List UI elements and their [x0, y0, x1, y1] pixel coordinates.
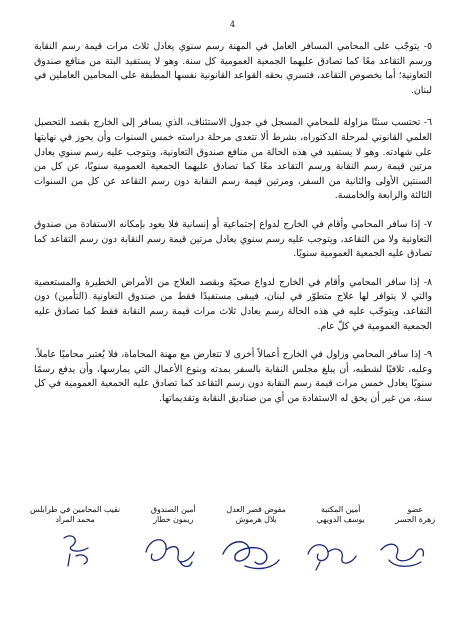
- signatory-name: ريمون خطار: [153, 515, 194, 524]
- signatory-title: أمين المكتبة: [320, 505, 361, 514]
- signatory-title: نقيب المحامين في طرابلس: [30, 505, 121, 514]
- signatory-member: [395, 505, 435, 525]
- signatory-title: عضو: [407, 505, 423, 514]
- signatory-bar-president: [30, 505, 120, 525]
- signature-court-commissioner: [215, 530, 285, 574]
- signatory-name: زهرة الجسر: [395, 515, 435, 524]
- signature-member: [375, 532, 429, 572]
- signatory-title: أمين الصندوق: [150, 505, 196, 514]
- signatory-name: بلال هرموش: [235, 515, 277, 524]
- signatory-treasurer: [151, 505, 196, 525]
- page-number: 4: [229, 20, 236, 29]
- signatory-librarian: [317, 505, 365, 525]
- paragraph-5: ٥- يتوجّب على المحامي المسافر العامل في المهنة رسم سنوي يعادل ثلاث مرات قيمة رسم النقابة ورسم التقاعد معًا كما تصادق عليهما الجمعية العمومية كل سنة. وهو لا يستفيد البتة من منافع صندوق التعاونية؛ أما بخصوص التقاعد، فتسري بحقه القواعد القانونية نفسها المطبقة على المحامين العاملين في لبنان.: [34, 41, 432, 96]
- signature-president: [58, 530, 106, 570]
- paragraph-6: ٦- تحتسب سنتًا مزاولة للمحامي المسجل في جدول الاستئناف، الذي يسافر إلى الخارج بقصد التحصيل العلمي القانوني لمرحلة الدكتوراه، بشرط ألا تتعدى مرحلة دراسته خمس السنوات وأن يحوز في نهايتها على شهادته. وهو لا يستفيد في هذه الحالة من منافع صندوق التعاونية، ويتوجب عليه رسم سنوي يعادل مرتين قيمة رسم النقابة ورسم التقاعد معًا كما تصادق عليهما الجمعية العمومية سنويًا، عن كل من السنتين الأولى والثانية من السفر، ومرتين قيمة رسم النقابة دون رسم التقاعد عن كل من السنوات الثالثة والرابعة والخامسة.: [34, 117, 432, 202]
- paragraph-7: ٧- إذا سافر المحامي وأقام في الخارج لدواع إجتماعية أو إنسانية فلا يعود بإمكانه الاستفادة من صندوق التعاونية ولا من التقاعد، ويتوجب عليه رسم سنوي يعادل مرتين قيمة رسم النقابة دون رسم التقاعد كما تصادق عليه الجمعية العمومية سنويًا.: [34, 218, 432, 260]
- signature-librarian: [300, 532, 360, 572]
- signatories-row: [30, 505, 435, 525]
- paragraph-9: ٩- إذا سافر المحامي وزاول في الخارج أعمالاً أخرى لا تتعارض مع مهنة المحاماة، فلا يُعتبر محاميًا عاملاً. وعليه، تلافيًا لشطبه، أن يبلغ مجلس النقابة بالسفر بمدته وبنوع الأعمال التي يمارسها، وأن يدفع رسمًا سنويًا يعادل خمس مرات قيمة رسم النقابة دون رسم التقاعد كما تصادق عليه الجمعية العمومية في كل سنة، من غير أن يحق له الاستفادة من أي من صناديق النقابة وتقديماتها.: [34, 349, 432, 404]
- signatory-court-commissioner: [226, 505, 285, 525]
- signatory-name: يوسف الدويهي: [316, 515, 365, 524]
- paragraph-8: ٨- إذا سافر المحامي وأقام في الخارج لدواع صحيّة وبقصد العلاج من الأمراض الخطيرة والمستعصية والتي لا يتوافر لها علاج متطوّر في لبنان، فيبقى مستفيدًا فقط من صندوق التعاونية (التأمين) دون التقاعد، ويتوجّب عليه في هذه الحالة رسم يعادل ثلاث مرات قيمة رسم النقابة فقط كما تصادق عليه الجمعية العمومية في كلّ عام.: [34, 276, 432, 332]
- signatory-name: محمد المراد: [55, 515, 95, 524]
- signature-treasurer: [140, 532, 200, 574]
- document-body: [34, 40, 432, 420]
- signatory-title: مفوض قصر العدل: [226, 505, 286, 514]
